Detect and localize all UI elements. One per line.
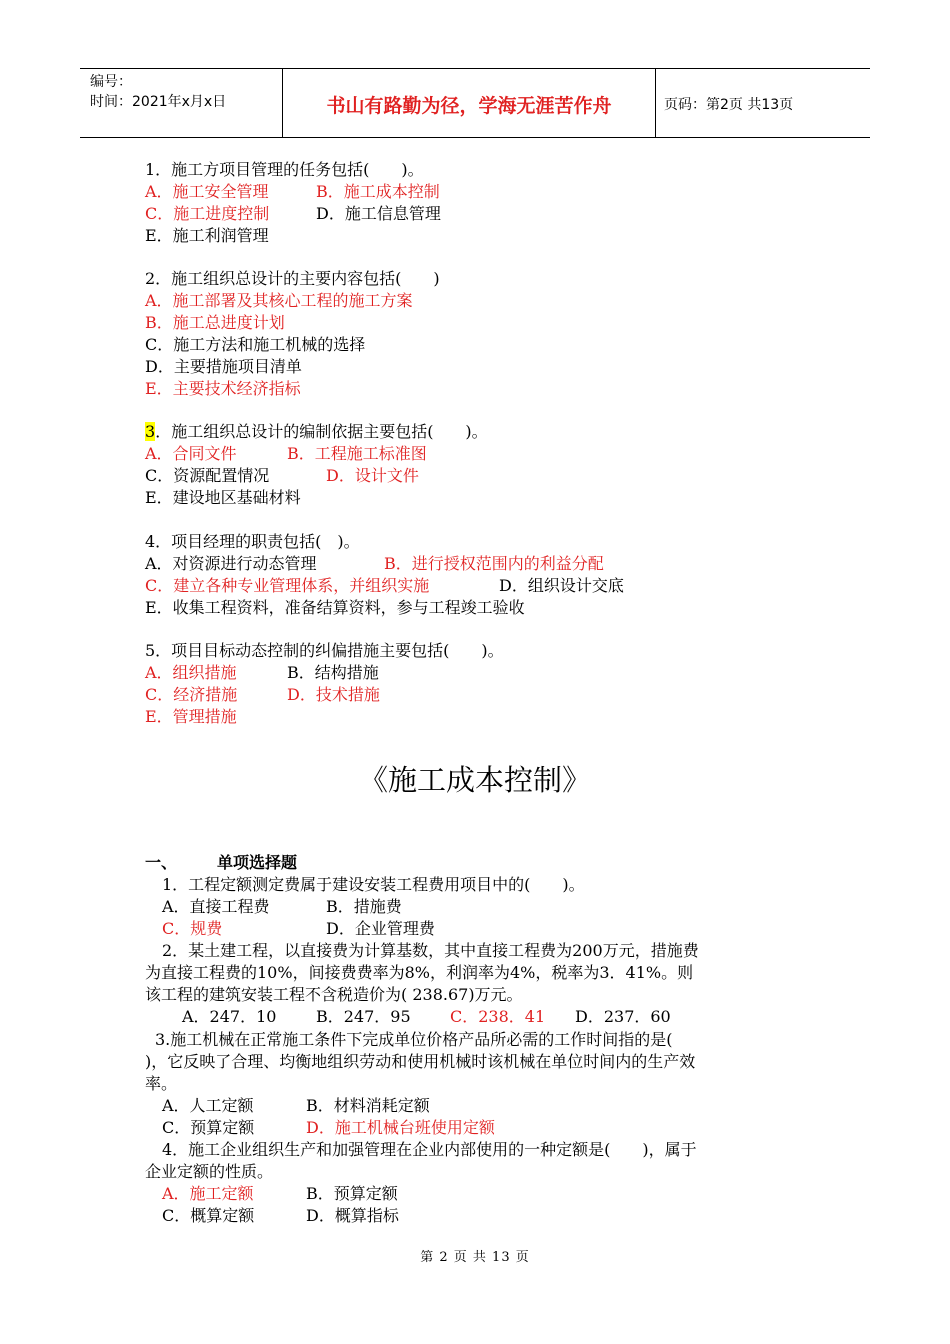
page-info: 页码：第2页 共13页 bbox=[664, 97, 794, 113]
option-text: B．结构措施 bbox=[287, 663, 379, 682]
option-text: E．施工利润管理 bbox=[145, 226, 269, 245]
page-footer: 第 2 页 共 13 页 bbox=[420, 1250, 530, 1265]
option-text: C．238．41 bbox=[450, 1007, 546, 1026]
option-text: A．对资源进行动态管理 bbox=[145, 554, 317, 573]
option-text: B．进行授权范围内的利益分配 bbox=[384, 554, 604, 573]
option-text: A．合同文件 bbox=[145, 444, 237, 463]
question-stem: 2．某土建工程，以直接费为计算基数，其中直接工程费为200万元，措施费 bbox=[162, 941, 699, 960]
question-stem: 企业定额的性质。 bbox=[145, 1162, 274, 1181]
option-text: E．建设地区基础材料 bbox=[145, 488, 301, 507]
option-text: D．主要措施项目清单 bbox=[145, 357, 302, 376]
option-text: D．施工机械台班使用定额 bbox=[306, 1118, 495, 1137]
option-text: A．人工定额 bbox=[162, 1096, 254, 1115]
option-text: D．企业管理费 bbox=[326, 919, 435, 938]
serial-label: 编号： bbox=[90, 74, 132, 90]
option-text: B．预算定额 bbox=[306, 1184, 398, 1203]
option-text: E．管理措施 bbox=[145, 707, 237, 726]
option-text: A．247．10 bbox=[182, 1007, 277, 1026]
option-text: B．措施费 bbox=[326, 897, 402, 916]
header-meta-cell bbox=[80, 69, 283, 137]
option-text: B．施工总进度计划 bbox=[145, 313, 285, 332]
highlighted-number: 3 bbox=[145, 422, 156, 441]
option-text: B．247．95 bbox=[316, 1007, 411, 1026]
option-text: C．施工方法和施工机械的选择 bbox=[145, 335, 366, 354]
header-page-cell bbox=[656, 69, 870, 137]
option-text: A．直接工程费 bbox=[162, 897, 270, 916]
option-text: A．施工定额 bbox=[162, 1184, 254, 1203]
option-text: A．施工安全管理 bbox=[145, 182, 269, 201]
time-label: 时间：2021年x月x日 bbox=[90, 94, 227, 110]
question-stem: 3.施工机械在正常施工条件下完成单位价格产品所必需的工作时间指的是( bbox=[155, 1030, 673, 1049]
option-text: C．概算定额 bbox=[162, 1206, 255, 1225]
option-text: C．经济措施 bbox=[145, 685, 238, 704]
option-text: D．施工信息管理 bbox=[316, 204, 441, 223]
question-stem: 4．施工企业组织生产和加强管理在企业内部使用的一种定额是( )，属于 bbox=[162, 1140, 697, 1159]
question-stem: )，它反映了合理、均衡地组织劳动和使用机械时该机械在单位时间内的生产效 bbox=[145, 1052, 696, 1071]
question-stem: 4．项目经理的职责包括( )。 bbox=[145, 532, 360, 551]
option-text: D．设计文件 bbox=[326, 466, 419, 485]
question-stem: 5．项目目标动态控制的纠偏措施主要包括( )。 bbox=[145, 641, 504, 660]
option-text: C．施工进度控制 bbox=[145, 204, 270, 223]
option-text: D．概算指标 bbox=[306, 1206, 399, 1225]
option-text: E．收集工程资料，准备结算资料，参与工程竣工验收 bbox=[145, 598, 525, 617]
question-stem: 率。 bbox=[145, 1074, 178, 1093]
section-number: 一、 bbox=[145, 853, 178, 872]
option-text: C．资源配置情况 bbox=[145, 466, 270, 485]
option-text: A．组织措施 bbox=[145, 663, 237, 682]
option-text: C．预算定额 bbox=[162, 1118, 255, 1137]
option-text: E．主要技术经济指标 bbox=[145, 379, 301, 398]
option-text: C．规费 bbox=[162, 919, 223, 938]
option-text: A．施工部署及其核心工程的施工方案 bbox=[145, 291, 413, 310]
option-text: D．组织设计交底 bbox=[499, 576, 624, 595]
question-stem: 2．施工组织总设计的主要内容包括( ) bbox=[145, 269, 440, 288]
motto: 书山有路勤为径，学海无涯苦作舟 bbox=[326, 95, 612, 117]
question-stem: 1．工程定额测定费属于建设安装工程费用项目中的( )。 bbox=[162, 875, 585, 894]
section-heading bbox=[145, 850, 297, 873]
stem-text: ．施工组织总设计的编制依据主要包括( )。 bbox=[155, 422, 488, 441]
option-text: D．237．60 bbox=[575, 1007, 671, 1026]
page-header bbox=[80, 68, 870, 138]
option-text: B．材料消耗定额 bbox=[306, 1096, 430, 1115]
header-motto-cell bbox=[283, 69, 656, 137]
section-label: 单项选择题 bbox=[217, 853, 298, 872]
option-text: D．技术措施 bbox=[287, 685, 380, 704]
option-text: C．建立各种专业管理体系，并组织实施 bbox=[145, 576, 430, 595]
question-stem bbox=[145, 421, 488, 443]
option-text: B．施工成本控制 bbox=[316, 182, 440, 201]
option-text: B．工程施工标准图 bbox=[287, 444, 427, 463]
question-stem: 该工程的建筑安装工程不含税造价为( 238.67)万元。 bbox=[145, 985, 523, 1004]
question-stem: 1．施工方项目管理的任务包括( )。 bbox=[145, 160, 424, 179]
chapter-title: 《施工成本控制》 bbox=[358, 763, 591, 797]
question-stem: 为直接工程费的10%，间接费费率为8%，利润率为4%，税率为3．41%。则 bbox=[145, 963, 694, 982]
